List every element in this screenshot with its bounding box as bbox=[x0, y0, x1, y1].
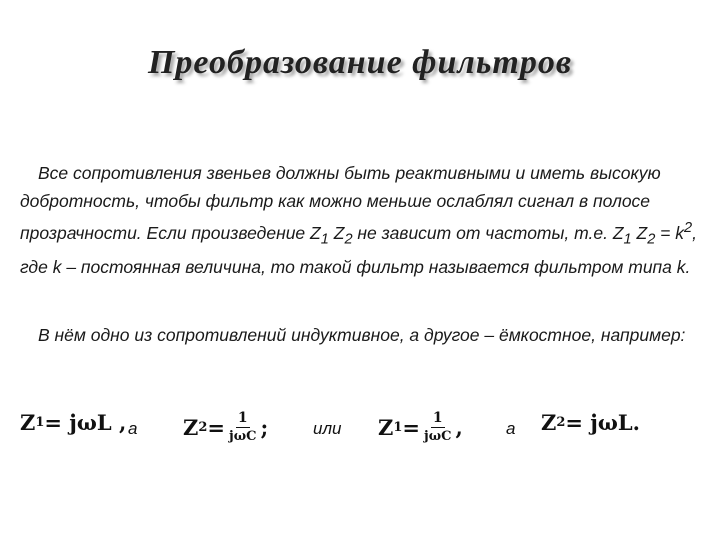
connector-a: а bbox=[506, 419, 516, 438]
fraction: $\frac{1}{\text{jωC}}$ bbox=[229, 410, 257, 444]
formula-z2-inductive: Z 2 = jωL. bbox=[541, 410, 640, 435]
symbol-z2: $Z_2$ bbox=[636, 222, 656, 248]
paragraph-example-intro bbox=[20, 322, 704, 350]
connector-or: или bbox=[313, 419, 342, 438]
formula-z1-inductive: Z 1 = jωL , bbox=[20, 410, 127, 435]
symbol-z1: $Z_1$ bbox=[612, 222, 632, 248]
text-segment: Все сопротивления звеньев должны быть реактивными и иметь высокую добротность, чтобы фильтр как можно меньше ослаблял сигнал в полосе прозрачности. Если произведение bbox=[20, 163, 661, 243]
formula-z2-capacitive: Z 2 = $\frac{1}{\text{jωC}}$ ; bbox=[183, 410, 269, 444]
text-segment: = k bbox=[655, 222, 685, 243]
superscript: 2 bbox=[684, 220, 693, 236]
symbol-z1: $Z_1$ bbox=[310, 222, 329, 248]
symbol-z2: $Z_2$ bbox=[333, 222, 353, 248]
text-segment: , где k – постоянная величина, то такой фильтр называется фильтром типа k. bbox=[20, 222, 697, 277]
text-segment: В нём одно из сопротивлений индуктивное, а другое – ёмкостное, например: bbox=[38, 325, 686, 345]
formula-z1-capacitive: Z 1 = $\frac{1}{\text{jωC}}$ , bbox=[378, 410, 463, 444]
slide-title: Преобразование фильтров bbox=[147, 44, 573, 81]
fraction: $\frac{1}{\text{jωC}}$ bbox=[424, 410, 452, 444]
text-segment: не зависит от частоты, т.е. bbox=[352, 222, 613, 243]
connector-a: а bbox=[128, 419, 138, 438]
paragraph-impedance-requirements bbox=[20, 160, 704, 281]
